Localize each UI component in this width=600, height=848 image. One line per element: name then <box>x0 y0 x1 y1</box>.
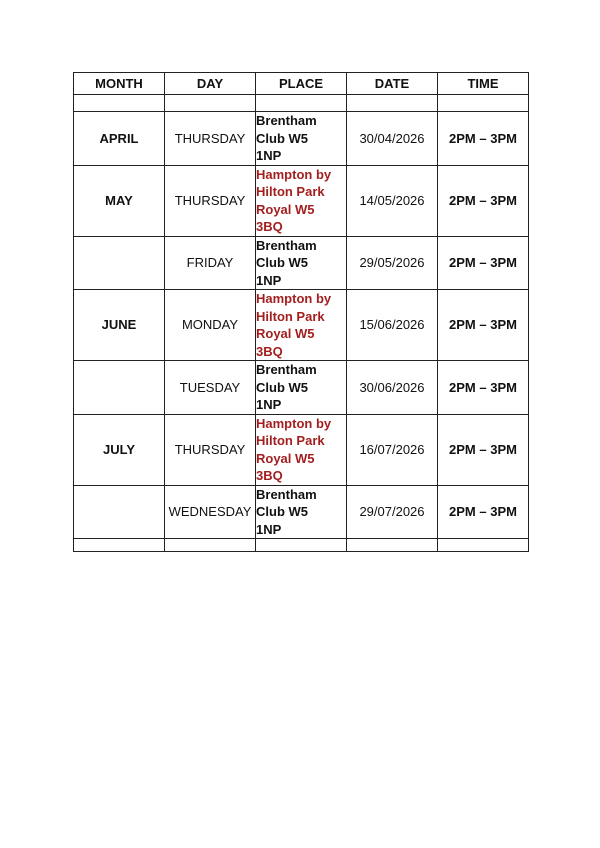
time-cell: 2PM – 3PM <box>438 290 529 361</box>
month-cell: APRIL <box>74 112 165 166</box>
place-line: Club W5 <box>256 130 308 146</box>
place-cell <box>256 112 347 166</box>
header-month: MONTH <box>74 73 165 95</box>
day-cell: MONDAY <box>165 290 256 361</box>
day-cell: WEDNESDAY <box>165 485 256 539</box>
date-cell: 30/06/2026 <box>347 361 438 415</box>
table-row <box>74 165 529 236</box>
place-line: 1NP <box>256 521 282 537</box>
place-line: Hampton by <box>256 166 332 182</box>
place-cell <box>256 236 347 290</box>
time-cell: 2PM – 3PM <box>438 485 529 539</box>
day-cell: THURSDAY <box>165 414 256 485</box>
time-cell: 2PM – 3PM <box>438 112 529 166</box>
time-cell: 2PM – 3PM <box>438 236 529 290</box>
month-cell: JUNE <box>74 290 165 361</box>
place-line: 1NP <box>256 272 282 288</box>
place-line: Brentham <box>256 486 317 502</box>
place-line: 3BQ <box>256 343 283 359</box>
month-cell <box>74 485 165 539</box>
spacer-row <box>74 539 529 552</box>
header-date: DATE <box>347 73 438 95</box>
table-row <box>74 361 529 415</box>
date-cell: 16/07/2026 <box>347 414 438 485</box>
place-line: Hilton Park <box>256 433 325 448</box>
place-line: Brentham <box>256 113 317 128</box>
day-cell: THURSDAY <box>165 112 256 166</box>
day-cell: FRIDAY <box>165 236 256 290</box>
place-line: Club W5 <box>256 379 308 395</box>
place-cell <box>256 485 347 539</box>
table-row <box>74 236 529 290</box>
table-row <box>74 290 529 361</box>
date-cell: 30/04/2026 <box>347 112 438 166</box>
header-row <box>74 73 529 95</box>
place-cell <box>256 414 347 485</box>
place-line: Brentham <box>256 362 317 377</box>
time-cell: 2PM – 3PM <box>438 361 529 415</box>
place-line: 3BQ <box>256 219 283 234</box>
place-line: Brentham <box>256 237 317 253</box>
place-line: Hampton by <box>256 291 332 306</box>
place-line: 1NP <box>256 148 282 163</box>
month-cell: MAY <box>74 165 165 236</box>
month-cell <box>74 236 165 290</box>
place-line: Royal W5 <box>256 450 315 466</box>
place-line: Hampton by <box>256 415 332 431</box>
day-cell: THURSDAY <box>165 165 256 236</box>
place-line: Hilton Park <box>256 184 325 199</box>
header-time: TIME <box>438 73 529 95</box>
place-line: Hilton Park <box>256 308 325 324</box>
header-day: DAY <box>165 73 256 95</box>
header-place: PLACE <box>256 73 347 95</box>
table-row <box>74 414 529 485</box>
date-cell: 15/06/2026 <box>347 290 438 361</box>
time-cell: 2PM – 3PM <box>438 165 529 236</box>
place-line: Royal W5 <box>256 326 315 341</box>
time-cell: 2PM – 3PM <box>438 414 529 485</box>
spacer-row <box>74 95 529 112</box>
schedule-table <box>73 72 529 552</box>
place-line: Club W5 <box>256 504 308 519</box>
place-line: Royal W5 <box>256 201 315 217</box>
place-line: Club W5 <box>256 255 308 270</box>
table-row <box>74 485 529 539</box>
table-row <box>74 112 529 166</box>
date-cell: 29/05/2026 <box>347 236 438 290</box>
date-cell: 29/07/2026 <box>347 485 438 539</box>
place-cell <box>256 361 347 415</box>
date-cell: 14/05/2026 <box>347 165 438 236</box>
place-line: 3BQ <box>256 468 283 483</box>
place-line: 1NP <box>256 397 282 412</box>
day-cell: TUESDAY <box>165 361 256 415</box>
place-cell <box>256 165 347 236</box>
place-cell <box>256 290 347 361</box>
month-cell: JULY <box>74 414 165 485</box>
month-cell <box>74 361 165 415</box>
